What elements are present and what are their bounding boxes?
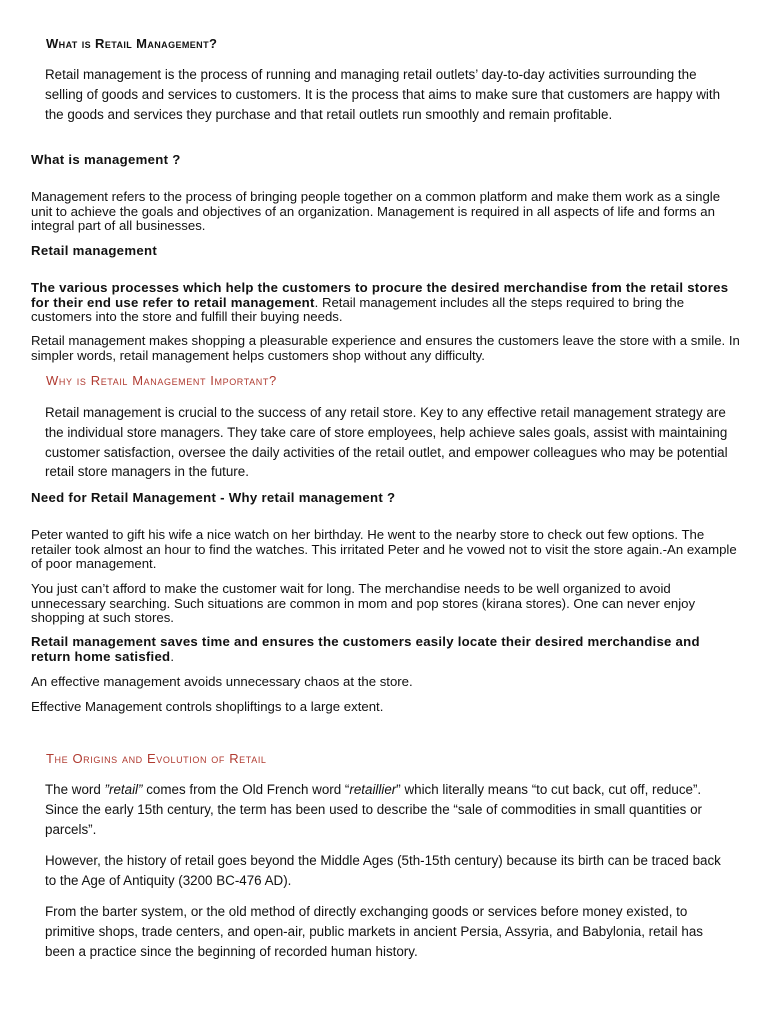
heading-what-is-management: What is management ? — [31, 152, 181, 167]
paragraph-avoids-chaos: An effective management avoids unnecessary chaos at the store. — [31, 674, 413, 689]
heading-origins-evolution: The Origins and Evolution of Retail — [46, 751, 267, 766]
paragraph-management-definition: Management refers to the process of bringing people together on a common platform and make them work as a single unit to achieve the goals and objectives of an organization. Management is required in all aspects of life and forms an integral part of all businesses. — [31, 189, 721, 234]
paragraph-saves-time-rest: . — [170, 648, 175, 664]
paragraph-pleasurable-experience: Retail management makes shopping a pleasurable experience and ensures the customers leave the store with a smile. In simpler words, retail management helps customers shop without any difficulty. — [31, 333, 740, 363]
paragraph-word-retail-part-c: ” which literally means “to cut back, cut off, reduce”. Since the early 15th century, the term has been used to describe the “sale of commodities in small quantities or parcels”. — [45, 782, 702, 837]
paragraph-retail-processes-rest: . Retail management includes all the steps required to bring the customers into the store and fulfill their buying needs. — [31, 294, 685, 325]
paragraph-shoplifting: Effective Management controls shopliftings to a large extent. — [31, 699, 384, 714]
paragraph-word-retail-part-a: The word — [45, 782, 105, 797]
paragraph-retail-processes — [31, 281, 743, 325]
heading-retail-management: Retail management — [31, 243, 158, 258]
paragraph-customer-wait: You just can’t afford to make the customer wait for long. The merchandise needs to be well organized to avoid unnecessary searching. Such situations are common in mom and pop stores (kirana stores). One can never enjoy shopping at such stores. — [31, 581, 696, 626]
paragraph-word-retail-italic-2: retaillier — [349, 782, 397, 797]
paragraph-barter-system: From the barter system, or the old method of directly exchanging goods or services before money existed, to primitive shops, trade centers, and open-air, public markets in ancient Persia, Assyria, and Babylonia, retail has been a practice since the beginning of recorded human history. — [45, 904, 703, 959]
heading-why-important: Why is Retail Management Important? — [46, 373, 277, 388]
paragraph-retail-definition: Retail management is the process of running and managing retail outlets’ day-to-day activities surrounding the selling of goods and services to customers. It is the process that aims to make sure that customers are happy with the goods and services they purchase and that retail outlets run smoothly and remain profitable. — [45, 67, 721, 122]
paragraph-retail-processes-bold: The various processes which help the customers to procure the desired merchandise from the retail stores for their end use refer to retail management — [31, 280, 729, 310]
heading-need-for-retail-management: Need for Retail Management - Why retail management ? — [31, 490, 396, 505]
paragraph-word-retail — [45, 780, 735, 839]
paragraph-history-antiquity: However, the history of retail goes beyond the Middle Ages (5th-15th century) because its birth can be traced back to the Age of Antiquity (3200 BC-476 AD). — [45, 853, 721, 888]
paragraph-word-retail-part-b: comes from the Old French word “ — [142, 782, 350, 797]
paragraph-why-important: Retail management is crucial to the success of any retail store. Key to any effective retail management strategy are the individual store managers. They take care of store employees, help achieve sales goals, assist with maintaining customer satisfaction, oversee the daily activities of the retail outlet, and empower colleagues who may be potential retail store managers in the future. — [45, 405, 728, 480]
paragraph-saves-time-bold: Retail management saves time and ensures the customers easily locate their desired merchandise and return home satisfied — [31, 634, 700, 664]
heading-what-is-retail-management: What is Retail Management? — [46, 36, 218, 51]
paragraph-word-retail-italic-1: ”retail” — [104, 782, 143, 797]
paragraph-peter-example: Peter wanted to gift his wife a nice watch on her birthday. He went to the nearby store to check out few options. The retailer took almost an hour to find the watches. This irritated Peter and he vowed not to visit the store again.-An example of poor management. — [31, 527, 737, 572]
paragraph-saves-time — [31, 635, 743, 664]
